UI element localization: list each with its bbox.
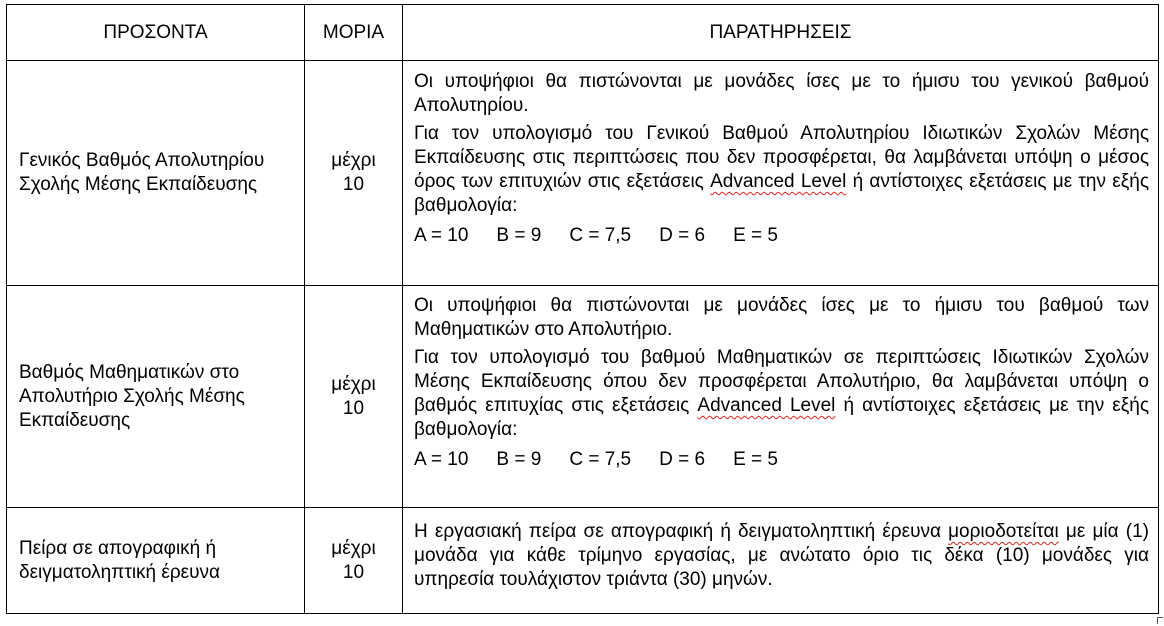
remarks-cell [403,508,1159,614]
remark-text: Για τον υπολογισμό του βαθμού Μαθηματικών σε περιπτώσεις Ιδιωτικών Σχολών Μέσης Εκπαίδευσης όπου δεν προσφέρεται Απολυτήριο, θα λαμβάνεται υπόψη ο βαθμός επιτυχίας στις εξετάσεις [414,347,1149,416]
remarks-cell [403,61,1159,286]
grade-scale [414,224,1149,248]
points-prefix: μέχρι [331,537,376,559]
spellcheck-flagged-text[interactable]: Advanced Level [710,171,847,192]
remark-text: ή αντίστοιχες εξετάσεις με την εξής βαθμολογία: [414,171,1149,216]
grade-item: E = 5 [733,449,778,470]
remark-text: Η εργασιακή πείρα σε απογραφική ή δειγματοληπτική έρευνα [414,521,949,542]
qualifications-table [6,4,1159,614]
header-row [7,5,1159,61]
remark-text: με μία (1) μονάδα για κάθε τρίμηνο εργασίας, με ανώτατο όριο τις δέκα (10) μονάδες για υπηρεσία τουλάχιστον τριάντα (30) μηνών. [414,521,1149,590]
remark-paragraph [414,122,1149,218]
points-value: 10 [342,174,365,195]
grade-item: E = 5 [733,225,778,246]
points-value: 10 [342,397,365,419]
remark-paragraph [414,520,1149,592]
remark-paragraph [414,346,1149,442]
criteria-cell: Γενικός Βαθμός Απολυτηρίου Σχολής Μέσης Εκπαίδευσης [7,61,305,286]
spellcheck-flagged-text[interactable]: Advanced Level [697,395,836,416]
grade-item: A = 10 [414,449,469,470]
table-row [7,286,1159,508]
remark-text: Για τον υπολογισμό του Γενικού Βαθμού Απολυτηρίου Ιδιωτικών Σχολών Μέσης Εκπαίδευσης στις περιπτώσεις που δεν προσφέρεται, θα λαμβάνεται υπόψη ο μέσος όρος των επιτυχιών στις εξετάσεις [414,123,1149,192]
header-criteria: ΠΡΟΣΟΝΤΑ [7,5,305,61]
points-value: 10 [342,561,365,583]
header-remarks: ΠΑΡΑΤΗΡΗΣΕΙΣ [403,5,1159,61]
grade-item: B = 9 [496,225,542,246]
table-row [7,61,1159,286]
grade-item: A = 10 [414,225,469,246]
points-cell [305,508,403,614]
page-corner-mark [1157,617,1163,624]
remarks-cell [403,286,1159,508]
remark-paragraph: Οι υποψήφιοι θα πιστώνονται με μονάδες ίσες με το ήμισυ του βαθμού των Μαθηματικών στο Απολυτήριο. [414,295,1149,340]
grade-item: C = 7,5 [569,449,632,470]
header-points: ΜΟΡΙΑ [305,5,403,61]
spellcheck-flagged-text[interactable]: μοριοδοτείται [948,521,1059,542]
remark-paragraph: Οι υποψήφιοι θα πιστώνονται με μονάδες ίσες με το ήμισυ του γενικού βαθμού Απολυτηρίου. [414,71,1149,116]
table-row [7,508,1159,614]
criteria-cell: Βαθμός Μαθηματικών στο Απολυτήριο Σχολής Μέσης Εκπαίδευσης [7,286,305,508]
grade-scale [414,448,1149,472]
criteria-cell: Πείρα σε απογραφική ή δειγματοληπτική έρευνα [7,508,305,614]
remark-text: ή αντίστοιχες εξετάσεις με την εξής βαθμολογία: [414,395,1149,440]
points-prefix: μέχρι [331,373,376,395]
points-cell [305,286,403,508]
points-prefix: μέχρι [331,150,376,171]
grade-item: B = 9 [496,449,542,470]
grade-item: D = 6 [659,449,706,470]
points-cell [305,61,403,286]
grade-item: D = 6 [659,225,706,246]
grade-item: C = 7,5 [569,225,632,246]
